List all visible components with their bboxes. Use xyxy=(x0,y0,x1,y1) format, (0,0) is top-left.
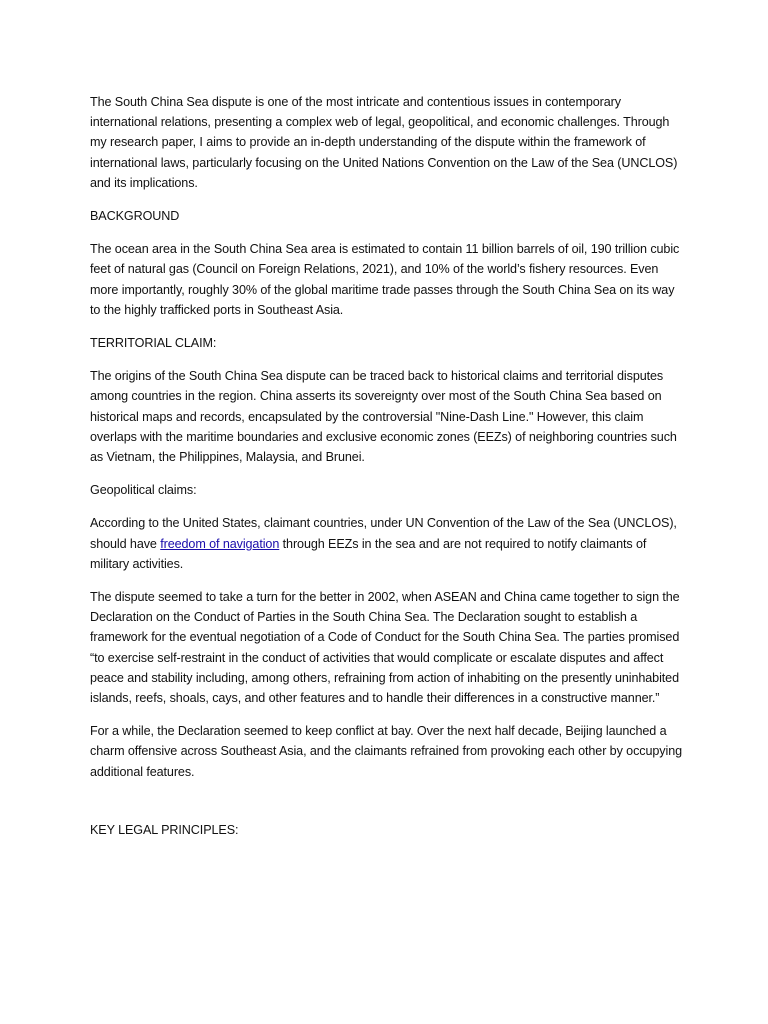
territorial-claim-heading: TERRITORIAL CLAIM: xyxy=(90,336,217,351)
geopolitical-claims-heading: Geopolitical claims: xyxy=(90,483,197,498)
background-heading: BACKGROUND xyxy=(90,209,180,224)
territorial-claim-paragraph: The origins of the South China Sea dispute can be traced back to historical claims and territorial disputes among countries in the region. China asserts its sovereignty over most of the South China Sea based on historical maps and records, encapsulated by the controversial "Nine-Dash Line." However, this claim overlaps with the maritime boundaries and exclusive economic zones (EEZs) of neighboring countries such as Vietnam, the Philippines, Malaysia, and Brunei. xyxy=(90,369,677,465)
geopolitical-claims-paragraph xyxy=(90,513,682,574)
geopolitical-text-before-link: According to the United States, claimant countries, under UN Convention of the Law of the Sea (UNCLOS), should have xyxy=(90,516,677,551)
background-paragraph: The ocean area in the South China Sea area is estimated to contain 11 billion barrels of oil, 190 trillion cubic feet of natural gas (Council on Foreign Relations, 2021), and 10% of the world’s fishery resources. Even more importantly, roughly 30% of the global maritime trade passes through the South China Sea on its way to the highly trafficked ports in Southeast Asia. xyxy=(90,242,680,317)
declaration-paragraph: The dispute seemed to take a turn for the better in 2002, when ASEAN and China came together to sign the Declaration on the Conduct of Parties in the South China Sea. The Declaration sought to establish a framework for the eventual negotiation of a Code of Conduct for the South China Sea. The parties promised “to exercise self-restraint in the conduct of activities that would complicate or escalate disputes and affect peace and stability including, among others, refraining from action of inhabiting on the presently uninhabited islands, reefs, shoals, cays, and other features and to handle their differences in a constructive manner.” xyxy=(90,590,680,706)
key-legal-principles-heading: KEY LEGAL PRINCIPLES: xyxy=(90,822,239,837)
freedom-of-navigation-link[interactable]: freedom of navigation xyxy=(160,536,280,551)
geopolitical-text-after-link: through EEZs in the sea and are not required to notify claimants of military activities. xyxy=(90,536,647,571)
charm-offensive-paragraph: For a while, the Declaration seemed to keep conflict at bay. Over the next half decade, Beijing launched a charm offensive across Southeast Asia, and the claimants refrained from provoking each other by occupying additional features. xyxy=(90,724,682,779)
intro-paragraph: The South China Sea dispute is one of the most intricate and contentious issues in contemporary international relations, presenting a complex web of legal, geopolitical, and economic challenges. Through my research paper, I aims to provide an in-depth understanding of the dispute within the framework of international laws, particularly focusing on the United Nations Convention on the Law of the Sea (UNCLOS) and its implications. xyxy=(90,95,678,190)
document-body xyxy=(90,92,682,853)
